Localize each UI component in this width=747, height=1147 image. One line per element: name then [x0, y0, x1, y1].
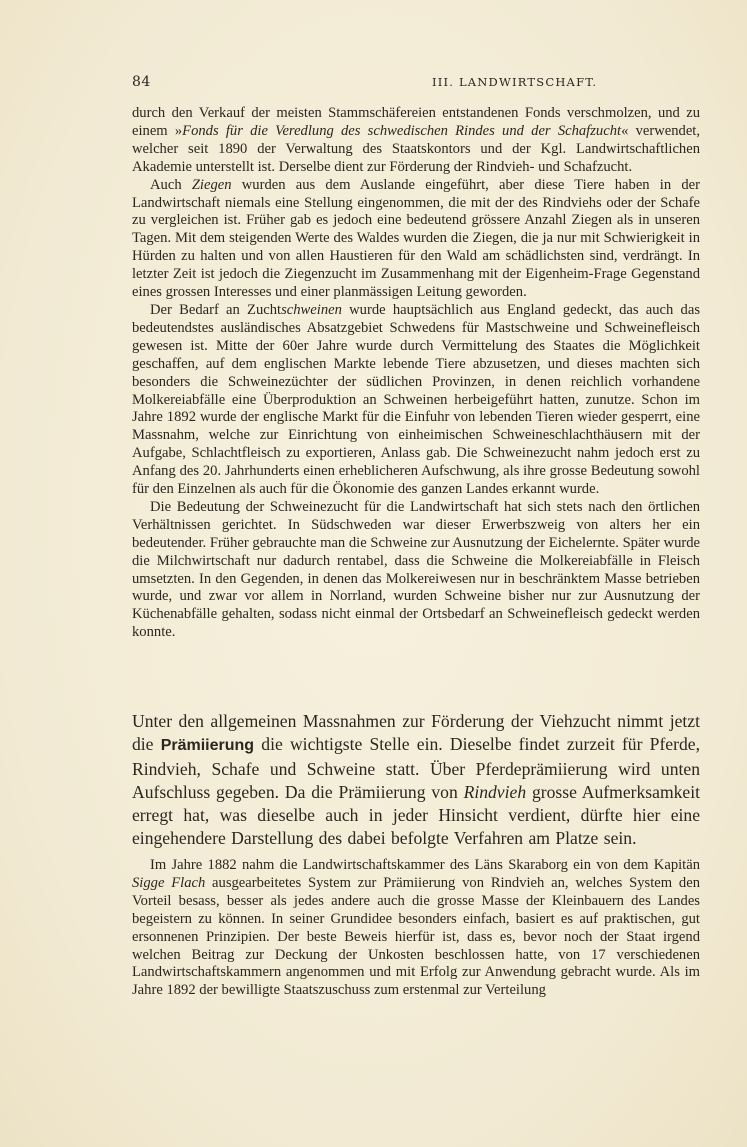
running-head: III. LANDWIRTSCHAFT.: [432, 75, 598, 89]
main-text-block: [132, 105, 700, 642]
paragraph-praemiierung-text-a: Unter den allgemeinen Massnahmen zur Förderung der Viehzucht nimmt jetzt die: [132, 711, 700, 755]
sigge-flach-name: Sigge Flach: [132, 874, 206, 891]
schweinen-term: schweinen: [281, 301, 342, 318]
page-header: [132, 74, 700, 94]
page-number: 84: [132, 74, 151, 90]
paragraph-skaraborg-text-c: ausgearbeitetes System zur Prämiierung von Rindvieh an, welches System den Vorteil besass, besser als jedes andere auch die grosse Masse der Kleinbauern des Landes begeistern zu können. In seiner Grundidee besonders einfach, basiert es auf praktischen, gut ersonnenen Prinzipien. Der beste Beweis hierfür ist, dass es, bevor noch der Staat irgend welchen Beitrag zur Deckung der Unkosten beschlossen hatte, von 17 verschiedenen Landwirtschaftskammern angenommen und mit Erfolg zur Anwendung gebracht wurde. Als im Jahre 1892 der bewilligte Staatszuschuss zum erstenmal zur Verteilung: [132, 874, 700, 999]
paragraph-skaraborg: [132, 857, 700, 1000]
paragraph-fonds-text-c: « verwendet, welcher seit 1890 der Verwaltung des Staatskontors und der Kgl. Landwirtschaftlichen Akademie unterstellt ist. Derselbe dient zur Förderung der Rindvieh- und Schafzucht.: [132, 122, 700, 175]
paragraph-zuchtschweine-text-c: wurde hauptsächlich aus England gedeckt, das auch das bedeutendstes ausländisches Absatzgebiet Schwedens für Mastschweine und Schweinefleisch gewesen ist. Mitte der 60er Jahre wurde durch Vermittelung des Staates die Möglichkeit geschaffen, auf dem englischen Markte lebende Tiere abzusetzen, und dieses machten sich besonders die Schweinezüchter der südlichen Provinzen, in denen reichlich vorhandene Molkereiabfälle eine Überproduktion an Schweinen herbeigeführt hatten, zunutze. Schon im Jahre 1892 wurde der englische Markt für die Einfuhr von lebenden Tieren wieder gesperrt, eine Massnahm, welche zur Einrichtung von einheimischen Schweineschlachthäusern mit der Aufgabe, Schlachtfleisch zu exportieren, Anlass gab. Die Schweinezucht nahm jedoch erst zu Anfang des 20. Jahrhunderts einen erheblicheren Aufschwung, als ihre grosse Bedeutung sowohl für den Einzelnen als auch für die Ökonomie des ganzen Landes erkannt wurde.: [132, 301, 701, 498]
bottom-text-block: [132, 857, 700, 1000]
paragraph-ziegen: [132, 177, 700, 302]
rindvieh-term: Rindvieh: [463, 781, 527, 802]
paragraph-skaraborg-text-a: Im Jahre 1882 nahm die Landwirtschaftskammer des Läns Skaraborg ein von dem Kapitän: [150, 857, 700, 873]
paragraph-praemiierung-text-c: die wichtigste Stelle ein. Dieselbe findet zurzeit für Pferde, Rindvieh, Schafe und Schweine statt. Über Pferdeprämiierung wird unten Aufschluss gegeben. Da die Prämiierung von: [132, 734, 700, 802]
paragraph-zuchtschweine-text-a: Der Bedarf an Zucht: [150, 301, 282, 318]
paragraph-ziegen-text-a: Auch: [150, 176, 192, 193]
paragraph-ziegen-text-c: wurden aus dem Auslande eingeführt, aber diese Tiere haben in der Landwirtschaft niemals eine Stellung eingenommen, die mit der des Rindviehs oder der Schafe zu vergleichen ist. Früher gab es jedoch eine bedeutend grössere Anzahl Ziegen als in unseren Tagen. Mit dem steigenden Werte des Waldes wurden die Ziegen, die ja nur mit Schwierigkeit in Hürden zu halten und von allen Haustieren für den Wald am schädlichsten sind, verdrängt. In letzter Zeit ist jedoch die Ziegenzucht im Zusammenhang mit der Eigenheim-Frage Gegenstand eines grossen Interesses und einer planmässigen Leitung geworden.: [132, 176, 700, 301]
praemiierung-term: Prämiierung: [160, 737, 255, 755]
large-text-block: [132, 710, 700, 851]
paragraph-fonds: [132, 105, 700, 177]
paragraph-fonds-text-a: durch den Verkauf der meisten Stammschäfereien entstandenen Fonds verschmolzen, und zu einem »: [132, 105, 700, 139]
paragraph-schweinezucht: Die Bedeutung der Schweinezucht für die Landwirtschaft hat sich stets nach den örtlichen Verhältnissen gerichtet. In Südschweden war dieser Erwerbszweig von alters her ein bedeutender. Früher gebrauchte man die Schweine zur Ausnutzung der Eichelernte. Später wurde die Milchwirtschaft nur dadurch rentabel, dass die Schweine die Molkereiabfälle in Fleisch umsetzten. In den Gegenden, in denen das Molkereiwesen nur in beschränktem Masse betrieben wurde, und zwar vor allem in Norrland, wurden Schweine bisher nur zur Ausnutzung der Küchenabfälle gehalten, sodass nicht einmal der Ortsbedarf an Schweinefleisch gedeckt werden konnte.: [132, 498, 700, 641]
paragraph-praemiierung: [132, 710, 700, 851]
paragraph-zuchtschweine: [132, 302, 700, 499]
paragraph-praemiierung-text-e: grosse Aufmerksamkeit erregt hat, was dieselbe auch in jeder Hinsicht verdient, dürfte hier eine eingehendere Darstellung des dabei befolgte Verfahren am Platze sein.: [132, 781, 701, 849]
ziegen-term: Ziegen: [191, 176, 232, 193]
fonds-title: Fonds für die Veredlung des schwedischen Rindes und der Schafzucht: [182, 122, 622, 139]
